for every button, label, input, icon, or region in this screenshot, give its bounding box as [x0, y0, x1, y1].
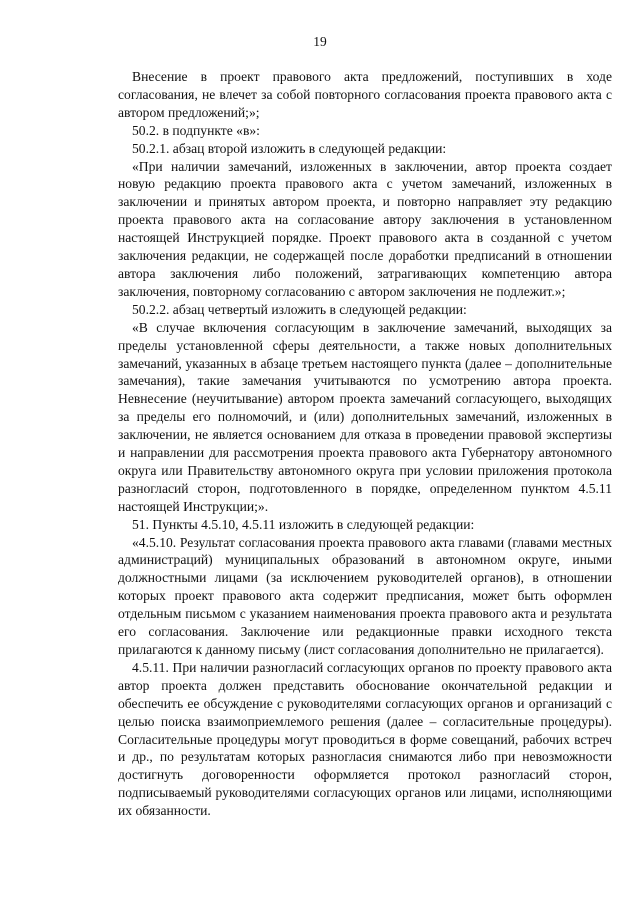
page-number: 19 — [313, 34, 327, 49]
paragraph-50-2-1: 50.2.1. абзац второй изложить в следующей редакции: — [132, 140, 447, 156]
paragraph-remarks-quote: «При наличии замечаний, изложенных в заключении, автор проекта создает новую редакцию проекта правового акта с учетом замечаний, изложенных в заключении и принятых автором проекта, и повторно направляет эту редакцию проекта правового акта на согласование автору заключения в установленном настоящей Инструкцией порядке. Проект правового акта в созданной с учетом заключения редакции, не содержащей после доработки предписаний в отношении автора заключения либо положений, затрагивающих компетенцию автора заключения, повторному согласованию с автором заключения не подлежит.»; — [118, 158, 612, 299]
paragraph-50-2-2: 50.2.2. абзац четвертый изложить в следующей редакции: — [132, 301, 467, 317]
document-body — [118, 68, 612, 820]
paragraph-51: 51. Пункты 4.5.10, 4.5.11 изложить в следующей редакции: — [132, 516, 475, 532]
paragraph-50-2: 50.2. в подпункте «в»: — [132, 122, 260, 138]
paragraph-4-5-11: 4.5.11. При наличии разногласий согласующих органов по проекту правового акта автор проекта должен представить обоснование окончательной редакции и обеспечить ее обсуждение с руководителями согласующих органов и организаций с целью поиска взаимоприемлемого решения (далее – согласительные процедуры). Согласительные процедуры могут проводиться в форме совещаний, рабочих встреч и др., по результатам которых разногласия снимаются либо при невозможности достигнуть договоренности оформляется протокол разногласий сторон, подписываемый руководителями согласующих органов или лицами, исполняющими их обязанности. — [118, 659, 612, 819]
paragraph-4-5-10: «4.5.10. Результат согласования проекта правового акта главами (главами местных администраций) муниципальных образований в автономном округе, иными должностными лицами (за исключением руководителей органов), в отношении которых проект правового акта содержит предписания, может быть оформлен отдельным письмом с указанием наименования проекта правового акта и результата его согласования. Заключение или редакционные правки исходного текста прилагаются к данному письму (лист согласования дополнительно не прилагается). — [118, 534, 612, 657]
paragraph-additional-remarks-quote: «В случае включения согласующим в заключение замечаний, выходящих за пределы установленной сферы деятельности, а также новых дополнительных замечаний, указанных в абзаце третьем настоящего пункта (далее – дополнительные замечания), такие замечания учитываются по усмотрению автора проекта. Невнесение (неучитывание) автором проекта замечаний согласующего, выходящих за пределы его полномочий, и (или) дополнительных замечаний, изложенных в заключении, не является основанием для отказа в проведении правовой экспертизы и направлении для рассмотрения проекта правового акта Губернатору автономного округа или Правительству автономного округа при условии приложения протокола разногласий сторон, подготовленного в порядке, определенном пунктом 4.5.11 настоящей Инструкции;». — [118, 319, 612, 514]
paragraph-proposals-clause: Внесение в проект правового акта предложений, поступивших в ходе согласования, не влечет за собой повторного согласования проекта правового акта с автором предложений;»; — [118, 69, 612, 120]
